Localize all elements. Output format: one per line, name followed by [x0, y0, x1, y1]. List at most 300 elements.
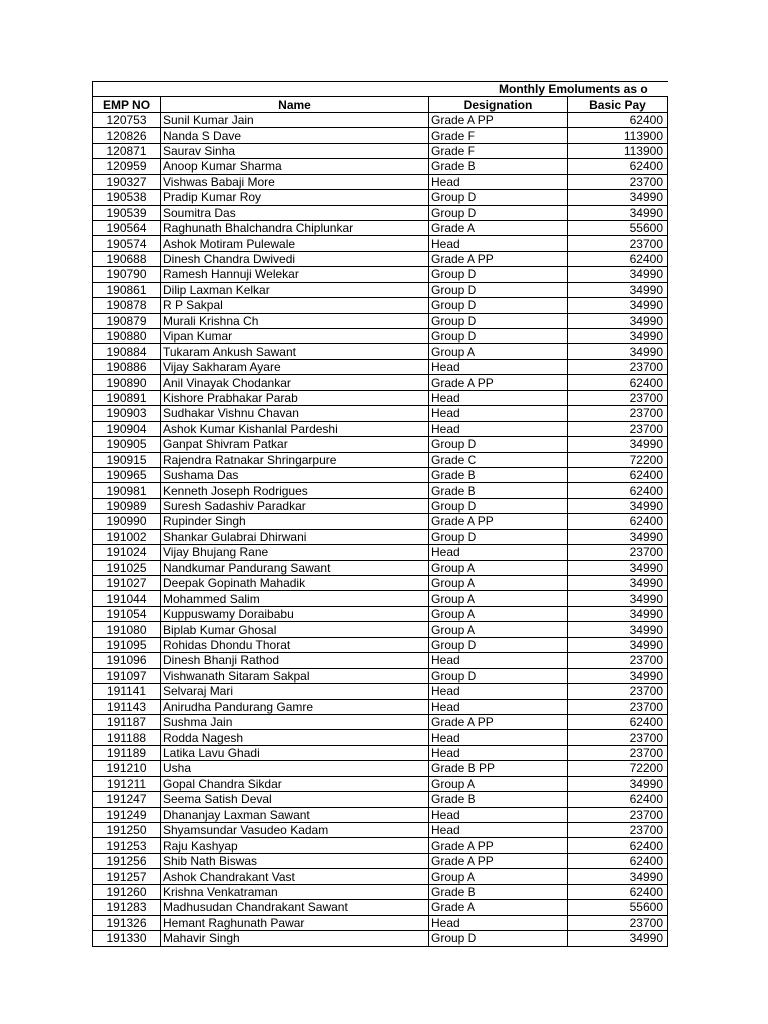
cell-basic-pay: 34990	[568, 498, 668, 513]
cell-basic-pay: 62400	[568, 375, 668, 390]
table-row	[93, 159, 669, 174]
table-row	[93, 143, 669, 158]
cell-cutoff	[668, 653, 669, 668]
cell-emp-no: 191097	[93, 668, 161, 683]
cell-name: Soumitra Das	[161, 205, 429, 220]
table-row	[93, 329, 669, 344]
cell-name: Ashok Chandrakant Vast	[161, 869, 429, 884]
column-header-name: Name	[161, 97, 429, 112]
table-row	[93, 514, 669, 529]
column-header-designation: Designation	[429, 97, 568, 112]
cell-basic-pay: 34990	[568, 668, 668, 683]
cell-cutoff	[668, 823, 669, 838]
cell-name: Rupinder Singh	[161, 514, 429, 529]
table-row	[93, 560, 669, 575]
cell-basic-pay: 113900	[568, 128, 668, 143]
cell-name: Ashok Motiram Pulewale	[161, 236, 429, 251]
cell-emp-no: 191211	[93, 776, 161, 791]
cell-cutoff	[668, 143, 669, 158]
cell-basic-pay: 34990	[568, 313, 668, 328]
cell-emp-no: 191027	[93, 576, 161, 591]
cell-designation: Grade A PP	[429, 514, 568, 529]
cell-basic-pay: 34990	[568, 190, 668, 205]
table-row	[93, 776, 669, 791]
cell-emp-no: 191143	[93, 699, 161, 714]
cell-cutoff	[668, 452, 669, 467]
cell-designation: Head	[429, 915, 568, 930]
cell-basic-pay: 23700	[568, 236, 668, 251]
cell-emp-no: 191002	[93, 529, 161, 544]
table-row	[93, 467, 669, 482]
table-row	[93, 838, 669, 853]
cell-basic-pay: 34990	[568, 622, 668, 637]
cell-emp-no: 190539	[93, 205, 161, 220]
cell-name: Dilip Laxman Kelkar	[161, 282, 429, 297]
table-row	[93, 684, 669, 699]
cell-name: Murali Krishna Ch	[161, 313, 429, 328]
table-row	[93, 205, 669, 220]
cell-basic-pay: 34990	[568, 329, 668, 344]
cell-designation: Grade A PP	[429, 112, 568, 127]
cell-name: Mohammed Salim	[161, 591, 429, 606]
cell-cutoff	[668, 606, 669, 621]
table-row	[93, 267, 669, 282]
cell-cutoff	[668, 576, 669, 591]
cell-cutoff	[668, 745, 669, 760]
cell-designation: Grade B	[429, 483, 568, 498]
cell-cutoff	[668, 313, 669, 328]
table-row	[93, 714, 669, 729]
cell-name: Sushama Das	[161, 467, 429, 482]
cell-designation: Head	[429, 406, 568, 421]
cell-cutoff	[668, 838, 669, 853]
cell-designation: Group A	[429, 591, 568, 606]
cell-designation: Head	[429, 684, 568, 699]
table-row	[93, 452, 669, 467]
cell-name: Ramesh Hannuji Welekar	[161, 267, 429, 282]
cell-cutoff	[668, 159, 669, 174]
cell-designation: Head	[429, 653, 568, 668]
table-row	[93, 730, 669, 745]
cell-designation: Group D	[429, 205, 568, 220]
cell-basic-pay: 23700	[568, 807, 668, 822]
cell-basic-pay: 72200	[568, 761, 668, 776]
cell-emp-no: 190981	[93, 483, 161, 498]
table-row	[93, 298, 669, 313]
cell-cutoff	[668, 236, 669, 251]
cell-basic-pay: 23700	[568, 174, 668, 189]
table-row	[93, 282, 669, 297]
cell-designation: Group A	[429, 622, 568, 637]
cell-cutoff	[668, 267, 669, 282]
table-row	[93, 112, 669, 127]
cell-cutoff	[668, 128, 669, 143]
cell-cutoff	[668, 714, 669, 729]
cell-designation: Grade B PP	[429, 761, 568, 776]
cell-emp-no: 190574	[93, 236, 161, 251]
cell-designation: Head	[429, 390, 568, 405]
cell-cutoff	[668, 190, 669, 205]
cell-name: Biplab Kumar Ghosal	[161, 622, 429, 637]
cell-designation: Grade C	[429, 452, 568, 467]
cell-emp-no: 191257	[93, 869, 161, 884]
table-row	[93, 421, 669, 436]
cell-designation: Grade B	[429, 884, 568, 899]
cell-emp-no: 191249	[93, 807, 161, 822]
table-row	[93, 591, 669, 606]
cell-basic-pay: 62400	[568, 467, 668, 482]
cell-basic-pay: 34990	[568, 267, 668, 282]
cell-designation: Grade A PP	[429, 375, 568, 390]
cell-emp-no: 191250	[93, 823, 161, 838]
cell-designation: Head	[429, 174, 568, 189]
table-row	[93, 668, 669, 683]
cell-name: Suresh Sadashiv Paradkar	[161, 498, 429, 513]
cell-cutoff	[668, 421, 669, 436]
cell-emp-no: 190880	[93, 329, 161, 344]
cell-emp-no: 191326	[93, 915, 161, 930]
table-row	[93, 637, 669, 652]
table-row	[93, 699, 669, 714]
cell-name: Vishwas Babaji More	[161, 174, 429, 189]
cell-designation: Head	[429, 807, 568, 822]
cell-emp-no: 190891	[93, 390, 161, 405]
cell-emp-no: 191188	[93, 730, 161, 745]
cell-cutoff	[668, 931, 669, 946]
cell-cutoff	[668, 406, 669, 421]
table-row	[93, 745, 669, 760]
cell-cutoff	[668, 174, 669, 189]
cell-name: Latika Lavu Ghadi	[161, 745, 429, 760]
cell-cutoff	[668, 498, 669, 513]
cell-emp-no: 190990	[93, 514, 161, 529]
cell-designation: Grade A PP	[429, 838, 568, 853]
cell-designation: Group D	[429, 498, 568, 513]
column-header-cutoff	[668, 97, 669, 112]
cell-basic-pay: 62400	[568, 792, 668, 807]
cell-designation: Grade B	[429, 792, 568, 807]
cell-basic-pay: 62400	[568, 251, 668, 266]
table-row	[93, 236, 669, 251]
cell-designation: Head	[429, 730, 568, 745]
cell-designation: Grade A	[429, 900, 568, 915]
cell-emp-no: 191080	[93, 622, 161, 637]
cell-basic-pay: 34990	[568, 298, 668, 313]
cell-cutoff	[668, 560, 669, 575]
cell-name: Dhananjay Laxman Sawant	[161, 807, 429, 822]
cell-designation: Grade F	[429, 143, 568, 158]
cell-cutoff	[668, 514, 669, 529]
report-title: Monthly Emoluments as o	[93, 82, 669, 97]
cell-emp-no: 190915	[93, 452, 161, 467]
cell-name: Anil Vinayak Chodankar	[161, 375, 429, 390]
cell-designation: Group A	[429, 576, 568, 591]
cell-designation: Head	[429, 823, 568, 838]
cell-designation: Head	[429, 359, 568, 374]
cell-designation: Grade A PP	[429, 714, 568, 729]
table-row	[93, 498, 669, 513]
cell-emp-no: 191025	[93, 560, 161, 575]
cell-basic-pay: 62400	[568, 853, 668, 868]
cell-name: Vipan Kumar	[161, 329, 429, 344]
cell-emp-no: 190989	[93, 498, 161, 513]
cell-cutoff	[668, 884, 669, 899]
cell-name: Pradip Kumar Roy	[161, 190, 429, 205]
cell-name: Sudhakar Vishnu Chavan	[161, 406, 429, 421]
table-row	[93, 190, 669, 205]
table-row	[93, 251, 669, 266]
cell-basic-pay: 34990	[568, 591, 668, 606]
cell-basic-pay: 62400	[568, 714, 668, 729]
cell-name: Vishwanath Sitaram Sakpal	[161, 668, 429, 683]
cell-cutoff	[668, 112, 669, 127]
cell-emp-no: 190538	[93, 190, 161, 205]
table-row	[93, 344, 669, 359]
cell-designation: Group D	[429, 329, 568, 344]
cell-name: Deepak Gopinath Mahadik	[161, 576, 429, 591]
cell-basic-pay: 23700	[568, 406, 668, 421]
cell-basic-pay: 34990	[568, 205, 668, 220]
cell-name: Hemant Raghunath Pawar	[161, 915, 429, 930]
cell-basic-pay: 34990	[568, 869, 668, 884]
cell-cutoff	[668, 900, 669, 915]
cell-basic-pay: 72200	[568, 452, 668, 467]
cell-name: Seema Satish Deval	[161, 792, 429, 807]
cell-basic-pay: 23700	[568, 915, 668, 930]
cell-cutoff	[668, 467, 669, 482]
table-row	[93, 869, 669, 884]
cell-emp-no: 190327	[93, 174, 161, 189]
cell-cutoff	[668, 437, 669, 452]
cell-emp-no: 190564	[93, 220, 161, 235]
cell-name: Nandkumar Pandurang Sawant	[161, 560, 429, 575]
table-row	[93, 807, 669, 822]
cell-name: Anoop Kumar Sharma	[161, 159, 429, 174]
cell-cutoff	[668, 220, 669, 235]
table-row	[93, 823, 669, 838]
cell-designation: Grade A PP	[429, 853, 568, 868]
cell-basic-pay: 23700	[568, 653, 668, 668]
cell-name: Shyamsundar Vasudeo Kadam	[161, 823, 429, 838]
cell-cutoff	[668, 776, 669, 791]
cell-emp-no: 120871	[93, 143, 161, 158]
cell-emp-no: 190790	[93, 267, 161, 282]
cell-cutoff	[668, 730, 669, 745]
cell-designation: Group D	[429, 931, 568, 946]
table-body	[93, 112, 669, 946]
cell-emp-no: 190879	[93, 313, 161, 328]
table-row	[93, 931, 669, 946]
cell-cutoff	[668, 298, 669, 313]
cell-designation: Grade A PP	[429, 251, 568, 266]
cell-name: Selvaraj Mari	[161, 684, 429, 699]
cell-emp-no: 190884	[93, 344, 161, 359]
cell-emp-no: 190861	[93, 282, 161, 297]
cell-basic-pay: 23700	[568, 699, 668, 714]
cell-basic-pay: 55600	[568, 220, 668, 235]
cell-name: Usha	[161, 761, 429, 776]
cell-cutoff	[668, 483, 669, 498]
table-row	[93, 128, 669, 143]
cell-cutoff	[668, 622, 669, 637]
spreadsheet	[92, 81, 668, 947]
table-row	[93, 406, 669, 421]
cell-cutoff	[668, 668, 669, 683]
table-row	[93, 761, 669, 776]
cell-designation: Group D	[429, 529, 568, 544]
cell-cutoff	[668, 329, 669, 344]
cell-basic-pay: 23700	[568, 745, 668, 760]
cell-designation: Group D	[429, 298, 568, 313]
cell-basic-pay: 62400	[568, 884, 668, 899]
table-row	[93, 390, 669, 405]
table-row	[93, 529, 669, 544]
cell-designation: Group A	[429, 869, 568, 884]
title-row	[93, 82, 669, 97]
cell-cutoff	[668, 869, 669, 884]
emoluments-table	[92, 81, 668, 947]
cell-designation: Group D	[429, 267, 568, 282]
cell-designation: Grade A	[429, 220, 568, 235]
cell-designation: Group D	[429, 313, 568, 328]
cell-name: Ashok Kumar Kishanlal Pardeshi	[161, 421, 429, 436]
cell-designation: Group A	[429, 344, 568, 359]
cell-name: Anirudha Pandurang Gamre	[161, 699, 429, 714]
cell-basic-pay: 34990	[568, 344, 668, 359]
table-row	[93, 220, 669, 235]
cell-name: Mahavir Singh	[161, 931, 429, 946]
cell-emp-no: 120959	[93, 159, 161, 174]
cell-cutoff	[668, 807, 669, 822]
cell-name: Nanda S Dave	[161, 128, 429, 143]
table-row	[93, 622, 669, 637]
cell-basic-pay: 23700	[568, 390, 668, 405]
cell-name: Rodda Nagesh	[161, 730, 429, 745]
column-header-emp-no: EMP NO	[93, 97, 161, 112]
table-row	[93, 437, 669, 452]
cell-emp-no: 191096	[93, 653, 161, 668]
cell-name: R P Sakpal	[161, 298, 429, 313]
cell-designation: Head	[429, 236, 568, 251]
cell-cutoff	[668, 591, 669, 606]
table-row	[93, 792, 669, 807]
cell-designation: Head	[429, 421, 568, 436]
cell-emp-no: 191095	[93, 637, 161, 652]
cell-designation: Grade F	[429, 128, 568, 143]
cell-emp-no: 191247	[93, 792, 161, 807]
cell-basic-pay: 34990	[568, 437, 668, 452]
table-row	[93, 606, 669, 621]
cell-emp-no: 191054	[93, 606, 161, 621]
cell-name: Madhusudan Chandrakant Sawant	[161, 900, 429, 915]
cell-basic-pay: 34990	[568, 529, 668, 544]
cell-cutoff	[668, 545, 669, 560]
cell-basic-pay: 62400	[568, 514, 668, 529]
header-row	[93, 97, 669, 112]
cell-cutoff	[668, 853, 669, 868]
cell-designation: Head	[429, 745, 568, 760]
cell-emp-no: 190905	[93, 437, 161, 452]
cell-emp-no: 190965	[93, 467, 161, 482]
cell-basic-pay: 23700	[568, 421, 668, 436]
cell-basic-pay: 23700	[568, 823, 668, 838]
cell-designation: Group A	[429, 560, 568, 575]
cell-cutoff	[668, 699, 669, 714]
table-row	[93, 653, 669, 668]
cell-name: Tukaram Ankush Sawant	[161, 344, 429, 359]
cell-cutoff	[668, 344, 669, 359]
table-row	[93, 359, 669, 374]
cell-name: Dinesh Bhanji Rathod	[161, 653, 429, 668]
cell-basic-pay: 55600	[568, 900, 668, 915]
cell-emp-no: 190890	[93, 375, 161, 390]
cell-basic-pay: 34990	[568, 282, 668, 297]
cell-name: Sunil Kumar Jain	[161, 112, 429, 127]
cell-name: Vijay Sakharam Ayare	[161, 359, 429, 374]
cell-emp-no: 191253	[93, 838, 161, 853]
cell-emp-no: 191283	[93, 900, 161, 915]
cell-emp-no: 191260	[93, 884, 161, 899]
cell-name: Dinesh Chandra Dwivedi	[161, 251, 429, 266]
cell-emp-no: 120826	[93, 128, 161, 143]
cell-cutoff	[668, 684, 669, 699]
cell-cutoff	[668, 637, 669, 652]
cell-cutoff	[668, 282, 669, 297]
cell-emp-no: 190904	[93, 421, 161, 436]
cell-emp-no: 190878	[93, 298, 161, 313]
cell-cutoff	[668, 761, 669, 776]
cell-designation: Head	[429, 699, 568, 714]
cell-name: Raghunath Bhalchandra Chiplunkar	[161, 220, 429, 235]
cell-emp-no: 120753	[93, 112, 161, 127]
cell-name: Shib Nath Biswas	[161, 853, 429, 868]
cell-basic-pay: 62400	[568, 838, 668, 853]
cell-cutoff	[668, 375, 669, 390]
cell-basic-pay: 23700	[568, 359, 668, 374]
cell-cutoff	[668, 251, 669, 266]
cell-emp-no: 191256	[93, 853, 161, 868]
cell-basic-pay: 62400	[568, 159, 668, 174]
cell-name: Rajendra Ratnakar Shringarpure	[161, 452, 429, 467]
cell-cutoff	[668, 915, 669, 930]
table-row	[93, 576, 669, 591]
table-row	[93, 900, 669, 915]
cell-designation: Group D	[429, 437, 568, 452]
cell-designation: Grade B	[429, 159, 568, 174]
cell-emp-no: 190903	[93, 406, 161, 421]
cell-basic-pay: 113900	[568, 143, 668, 158]
cell-emp-no: 191024	[93, 545, 161, 560]
cell-basic-pay: 34990	[568, 576, 668, 591]
cell-name: Gopal Chandra Sikdar	[161, 776, 429, 791]
cell-basic-pay: 34990	[568, 776, 668, 791]
cell-emp-no: 191210	[93, 761, 161, 776]
cell-designation: Group D	[429, 668, 568, 683]
table-row	[93, 884, 669, 899]
cell-name: Kishore Prabhakar Parab	[161, 390, 429, 405]
cell-emp-no: 190688	[93, 251, 161, 266]
cell-name: Shankar Gulabrai Dhirwani	[161, 529, 429, 544]
cell-name: Rohidas Dhondu Thorat	[161, 637, 429, 652]
cell-basic-pay: 23700	[568, 684, 668, 699]
cell-designation: Group D	[429, 282, 568, 297]
cell-basic-pay: 23700	[568, 730, 668, 745]
cell-designation: Group D	[429, 190, 568, 205]
cell-cutoff	[668, 792, 669, 807]
cell-name: Kenneth Joseph Rodrigues	[161, 483, 429, 498]
cell-basic-pay: 34990	[568, 560, 668, 575]
cell-name: Saurav Sinha	[161, 143, 429, 158]
